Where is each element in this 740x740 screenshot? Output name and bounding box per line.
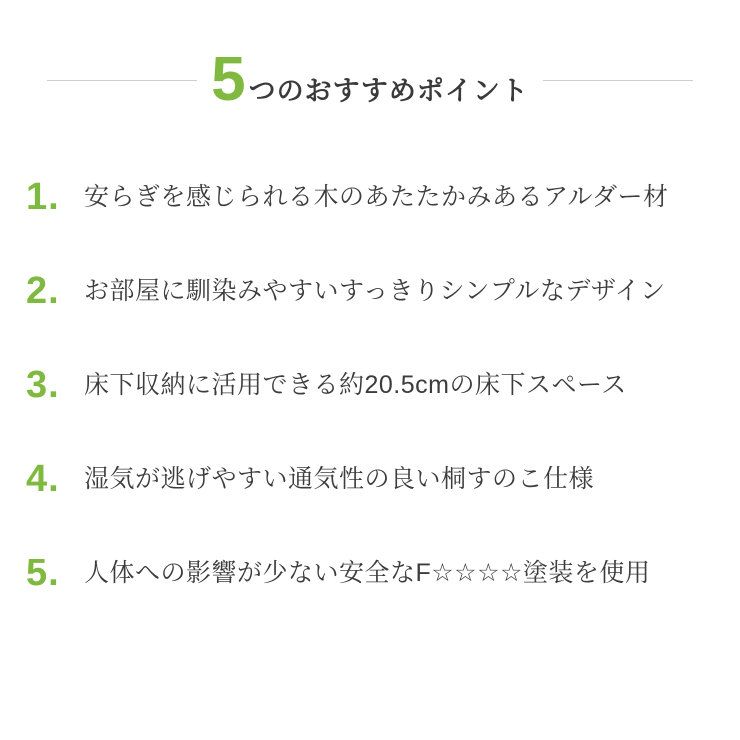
headline-text: つのおすすめポイント [248, 76, 529, 106]
list-item-number: 5. [26, 552, 60, 594]
list-item [0, 432, 740, 526]
list-item-number: 3. [26, 364, 60, 406]
list-item [0, 150, 740, 244]
page-title [211, 45, 529, 114]
header-rule-right [543, 80, 693, 81]
list-item-number: 2. [26, 270, 60, 312]
points-list [0, 150, 740, 620]
list-item [0, 244, 740, 338]
list-item [0, 338, 740, 432]
list-item-label: 床下収納に活用できる約20.5cmの床下スペース [84, 370, 627, 399]
list-item-label: 安らぎを感じられる木のあたたかみあるアルダー材 [84, 182, 669, 211]
list-item-number: 1. [26, 176, 60, 218]
list-item-label: 湿気が逃げやすい通気性の良い桐すのこ仕様 [84, 464, 595, 493]
list-item-number: 4. [26, 458, 60, 500]
page-header [0, 40, 740, 120]
headline-number: 5 [211, 45, 245, 114]
list-item-label: 人体への影響が少ない安全なF☆☆☆☆塗装を使用 [84, 558, 651, 587]
list-item-label: お部屋に馴染みやすいすっきりシンプルなデザイン [84, 276, 666, 305]
header-rule-left [47, 80, 197, 81]
list-item [0, 526, 740, 620]
